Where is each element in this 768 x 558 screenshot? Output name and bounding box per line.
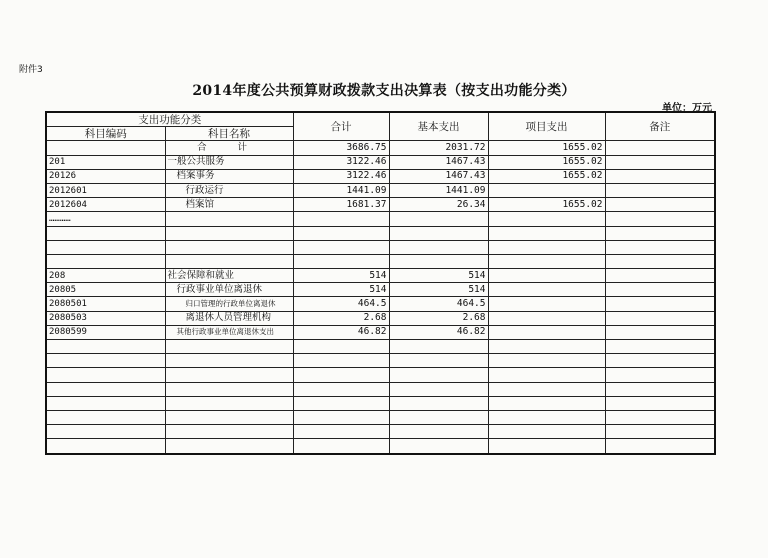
row-note: [605, 169, 715, 183]
row-project: [488, 354, 605, 368]
header-basic: 基本支出: [389, 112, 488, 141]
row-code: [46, 226, 165, 240]
row-basic: [389, 340, 488, 354]
row-name: 档案事务: [165, 169, 293, 183]
row-code: [46, 368, 165, 382]
row-name: [165, 396, 293, 410]
row-note: [605, 382, 715, 396]
row-project: 1655.02: [488, 155, 605, 169]
table-row: [46, 325, 715, 339]
row-project: [488, 183, 605, 197]
row-note: [605, 368, 715, 382]
table-row: [46, 283, 715, 297]
row-name: 行政事业单位离退休: [165, 283, 293, 297]
header-code: 科目编码: [46, 127, 165, 141]
row-note: [605, 325, 715, 339]
row-project: [488, 283, 605, 297]
row-basic: 26.34: [389, 198, 488, 212]
row-code: …………: [46, 212, 165, 226]
header-note: 备注: [605, 112, 715, 141]
row-note: [605, 155, 715, 169]
table-row: [46, 240, 715, 254]
table-row: [46, 141, 715, 155]
row-total: 3122.46: [293, 169, 389, 183]
row-basic: [389, 382, 488, 396]
row-note: [605, 425, 715, 439]
row-name: [165, 410, 293, 424]
page-title: 2014年度公共预算财政拨款支出决算表（按支出功能分类）: [192, 83, 576, 99]
row-basic: 514: [389, 269, 488, 283]
row-note: [605, 297, 715, 311]
row-code: [46, 354, 165, 368]
row-project: [488, 254, 605, 268]
row-code: [46, 254, 165, 268]
row-name: [165, 254, 293, 268]
row-basic: 1441.09: [389, 183, 488, 197]
row-total: 464.5: [293, 297, 389, 311]
row-code: [46, 382, 165, 396]
row-total: [293, 254, 389, 268]
table-row: [46, 382, 715, 396]
row-basic: 1467.43: [389, 169, 488, 183]
row-code: [46, 439, 165, 454]
row-note: [605, 240, 715, 254]
table-row: [46, 425, 715, 439]
row-code: [46, 410, 165, 424]
row-name: [165, 340, 293, 354]
row-code: 20805: [46, 283, 165, 297]
row-total: [293, 396, 389, 410]
row-basic: [389, 354, 488, 368]
table-row: [46, 354, 715, 368]
table-row: [46, 396, 715, 410]
row-basic: [389, 410, 488, 424]
row-basic: 464.5: [389, 297, 488, 311]
table-row: [46, 198, 715, 212]
row-total: [293, 439, 389, 454]
row-total: [293, 382, 389, 396]
row-note: [605, 396, 715, 410]
table-row: [46, 311, 715, 325]
row-total: [293, 212, 389, 226]
table-row: [46, 297, 715, 311]
row-project: 1655.02: [488, 198, 605, 212]
table-row: [46, 183, 715, 197]
header-project: 项目支出: [488, 112, 605, 141]
row-code: [46, 425, 165, 439]
row-basic: 46.82: [389, 325, 488, 339]
row-total: [293, 354, 389, 368]
row-project: [488, 297, 605, 311]
row-project: [488, 269, 605, 283]
row-project: [488, 240, 605, 254]
row-name: [165, 439, 293, 454]
row-note: [605, 283, 715, 297]
row-basic: 514: [389, 283, 488, 297]
attachment-label: 附件3: [19, 65, 43, 75]
table-row: [46, 226, 715, 240]
row-total: [293, 240, 389, 254]
row-total: 2.68: [293, 311, 389, 325]
row-project: [488, 425, 605, 439]
row-project: [488, 368, 605, 382]
row-total: 1441.09: [293, 183, 389, 197]
row-name: 其他行政事业单位离退休支出: [165, 325, 293, 339]
row-note: [605, 183, 715, 197]
row-name: [165, 240, 293, 254]
row-total: [293, 340, 389, 354]
table-row: [46, 368, 715, 382]
table-row: [46, 439, 715, 454]
row-total: 3122.46: [293, 155, 389, 169]
row-basic: [389, 425, 488, 439]
row-total: 514: [293, 283, 389, 297]
row-code: 208: [46, 269, 165, 283]
row-total: 1681.37: [293, 198, 389, 212]
row-project: [488, 311, 605, 325]
row-note: [605, 439, 715, 454]
row-total: [293, 410, 389, 424]
expenditure-table: [45, 111, 716, 455]
row-code: 20126: [46, 169, 165, 183]
row-basic: [389, 226, 488, 240]
row-total: [293, 368, 389, 382]
row-project: [488, 226, 605, 240]
row-code: 2080501: [46, 297, 165, 311]
row-project: [488, 439, 605, 454]
row-basic: [389, 212, 488, 226]
row-name: [165, 354, 293, 368]
row-name: 合 计: [165, 141, 293, 155]
row-code: 2012601: [46, 183, 165, 197]
row-project: [488, 212, 605, 226]
row-note: [605, 212, 715, 226]
row-name: [165, 368, 293, 382]
row-note: [605, 198, 715, 212]
row-basic: [389, 254, 488, 268]
table-body: [46, 141, 715, 454]
row-code: [46, 340, 165, 354]
row-name: 一般公共服务: [165, 155, 293, 169]
row-basic: 2031.72: [389, 141, 488, 155]
row-basic: 2.68: [389, 311, 488, 325]
table-row: [46, 410, 715, 424]
row-note: [605, 340, 715, 354]
row-total: 46.82: [293, 325, 389, 339]
row-name: 行政运行: [165, 183, 293, 197]
row-note: [605, 141, 715, 155]
row-project: [488, 410, 605, 424]
row-name: 社会保障和就业: [165, 269, 293, 283]
row-basic: [389, 396, 488, 410]
row-project: [488, 340, 605, 354]
row-total: [293, 226, 389, 240]
row-basic: [389, 240, 488, 254]
row-project: [488, 396, 605, 410]
row-code: 2012604: [46, 198, 165, 212]
row-total: [293, 425, 389, 439]
row-code: [46, 396, 165, 410]
row-name: [165, 382, 293, 396]
row-note: [605, 254, 715, 268]
row-name: [165, 226, 293, 240]
table-row: [46, 212, 715, 226]
header-total: 合计: [293, 112, 389, 141]
table-row: [46, 269, 715, 283]
row-code: 201: [46, 155, 165, 169]
row-note: [605, 410, 715, 424]
header-category: 支出功能分类: [46, 112, 293, 127]
row-name: 归口管理的行政单位离退休: [165, 297, 293, 311]
row-project: [488, 325, 605, 339]
row-code: [46, 240, 165, 254]
row-code: 2080503: [46, 311, 165, 325]
row-total: 3686.75: [293, 141, 389, 155]
row-basic: 1467.43: [389, 155, 488, 169]
unit-label: 单位：万元: [662, 103, 712, 114]
table-row: [46, 340, 715, 354]
table-row: [46, 169, 715, 183]
row-project: [488, 382, 605, 396]
row-basic: [389, 368, 488, 382]
row-total: 514: [293, 269, 389, 283]
row-code: 2080599: [46, 325, 165, 339]
row-code: [46, 141, 165, 155]
row-note: [605, 226, 715, 240]
row-note: [605, 354, 715, 368]
row-name: 档案馆: [165, 198, 293, 212]
table-row: [46, 254, 715, 268]
row-project: 1655.02: [488, 141, 605, 155]
row-project: 1655.02: [488, 169, 605, 183]
row-basic: [389, 439, 488, 454]
header-name: 科目名称: [165, 127, 293, 141]
row-name: [165, 425, 293, 439]
row-note: [605, 311, 715, 325]
row-name: [165, 212, 293, 226]
table-row: [46, 155, 715, 169]
row-name: 离退休人员管理机构: [165, 311, 293, 325]
row-note: [605, 269, 715, 283]
